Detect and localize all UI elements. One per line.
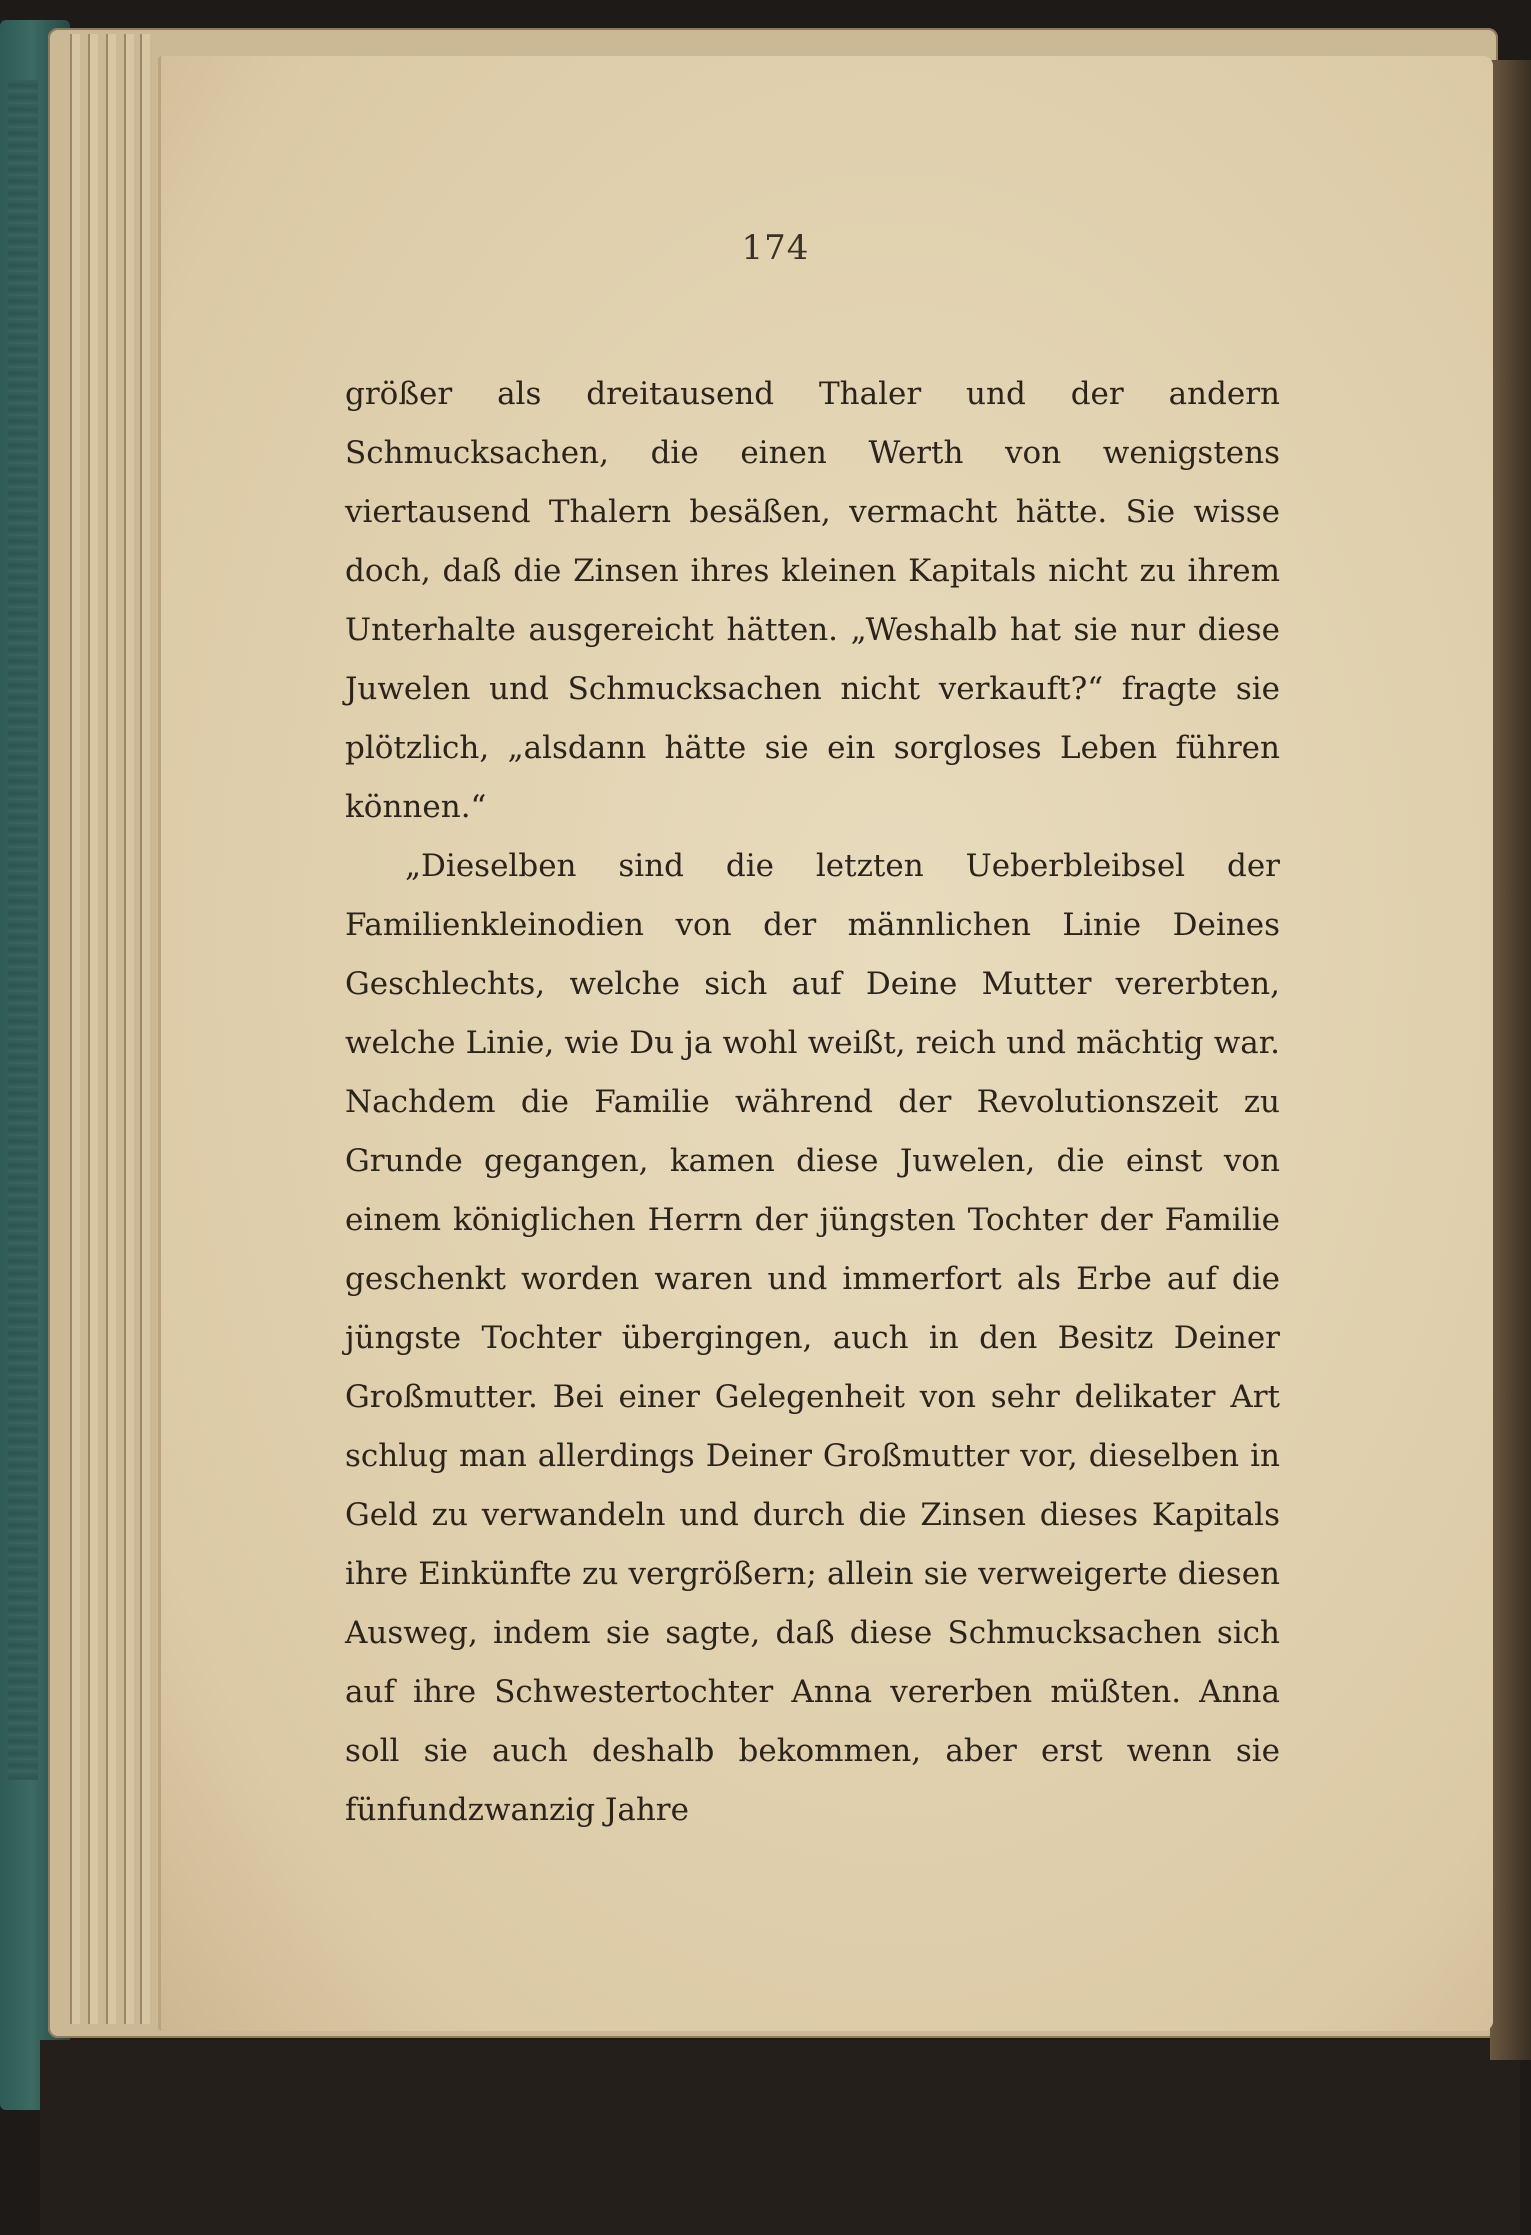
paragraph: „Dieselben sind die letzten Ueberbleibsel der Familienkleinodien von der männlichen Linie Deines Geschlechts, welche sich auf Deine Mutter vererbten, welche Linie, wie Du ja wohl weißt, reich und mächtig war. Nachdem die Familie während der Revolutionszeit zu Grunde gegangen, kamen diese Juwelen, die einst von einem königlichen Herrn der jüngsten Tochter der Familie geschenkt worden waren und immerfort als Erbe auf die jüngste Tochter übergingen, auch in den Besitz Deiner Großmutter. Bei einer Gelegenheit von sehr delikater Art schlug man allerdings Deiner Großmutter vor, dieselben in Geld zu verwandeln und durch die Zinsen dieses Kapitals ihre Einkünfte zu vergrößern; allein sie verweigerte diesen Ausweg, indem sie sagte, daß diese Schmucksachen sich auf ihre Schwestertochter Anna vererben müßten. Anna soll sie auch deshalb bekommen, aber erst wenn sie fünfundzwanzig Jahre [345, 848, 1280, 1828]
paragraph: größer als dreitausend Thaler und der andern Schmucksachen, die einen Werth von wenigstens viertausend Thalern besäßen, vermacht hätte. Sie wisse doch, daß die Zinsen ihres kleinen Kapitals nicht zu ihrem Unterhalte ausgereicht hätten. „Weshalb hat sie nur diese Juwelen und Schmucksachen nicht verkauft?“ fragte sie plötzlich, „alsdann hätte sie ein sorgloses Leben führen können.“ [345, 376, 1280, 825]
book-spine-shadow [1490, 60, 1531, 2060]
body-text [345, 365, 1280, 1840]
page-edge [124, 34, 134, 2024]
cover-cloth-texture [8, 80, 38, 1780]
page-edge [70, 34, 80, 2024]
page-edge [88, 34, 98, 2024]
page-number: 174 [741, 228, 810, 268]
background-table [40, 2040, 1520, 2235]
page-edge [140, 34, 150, 2024]
page-edge [106, 34, 116, 2024]
